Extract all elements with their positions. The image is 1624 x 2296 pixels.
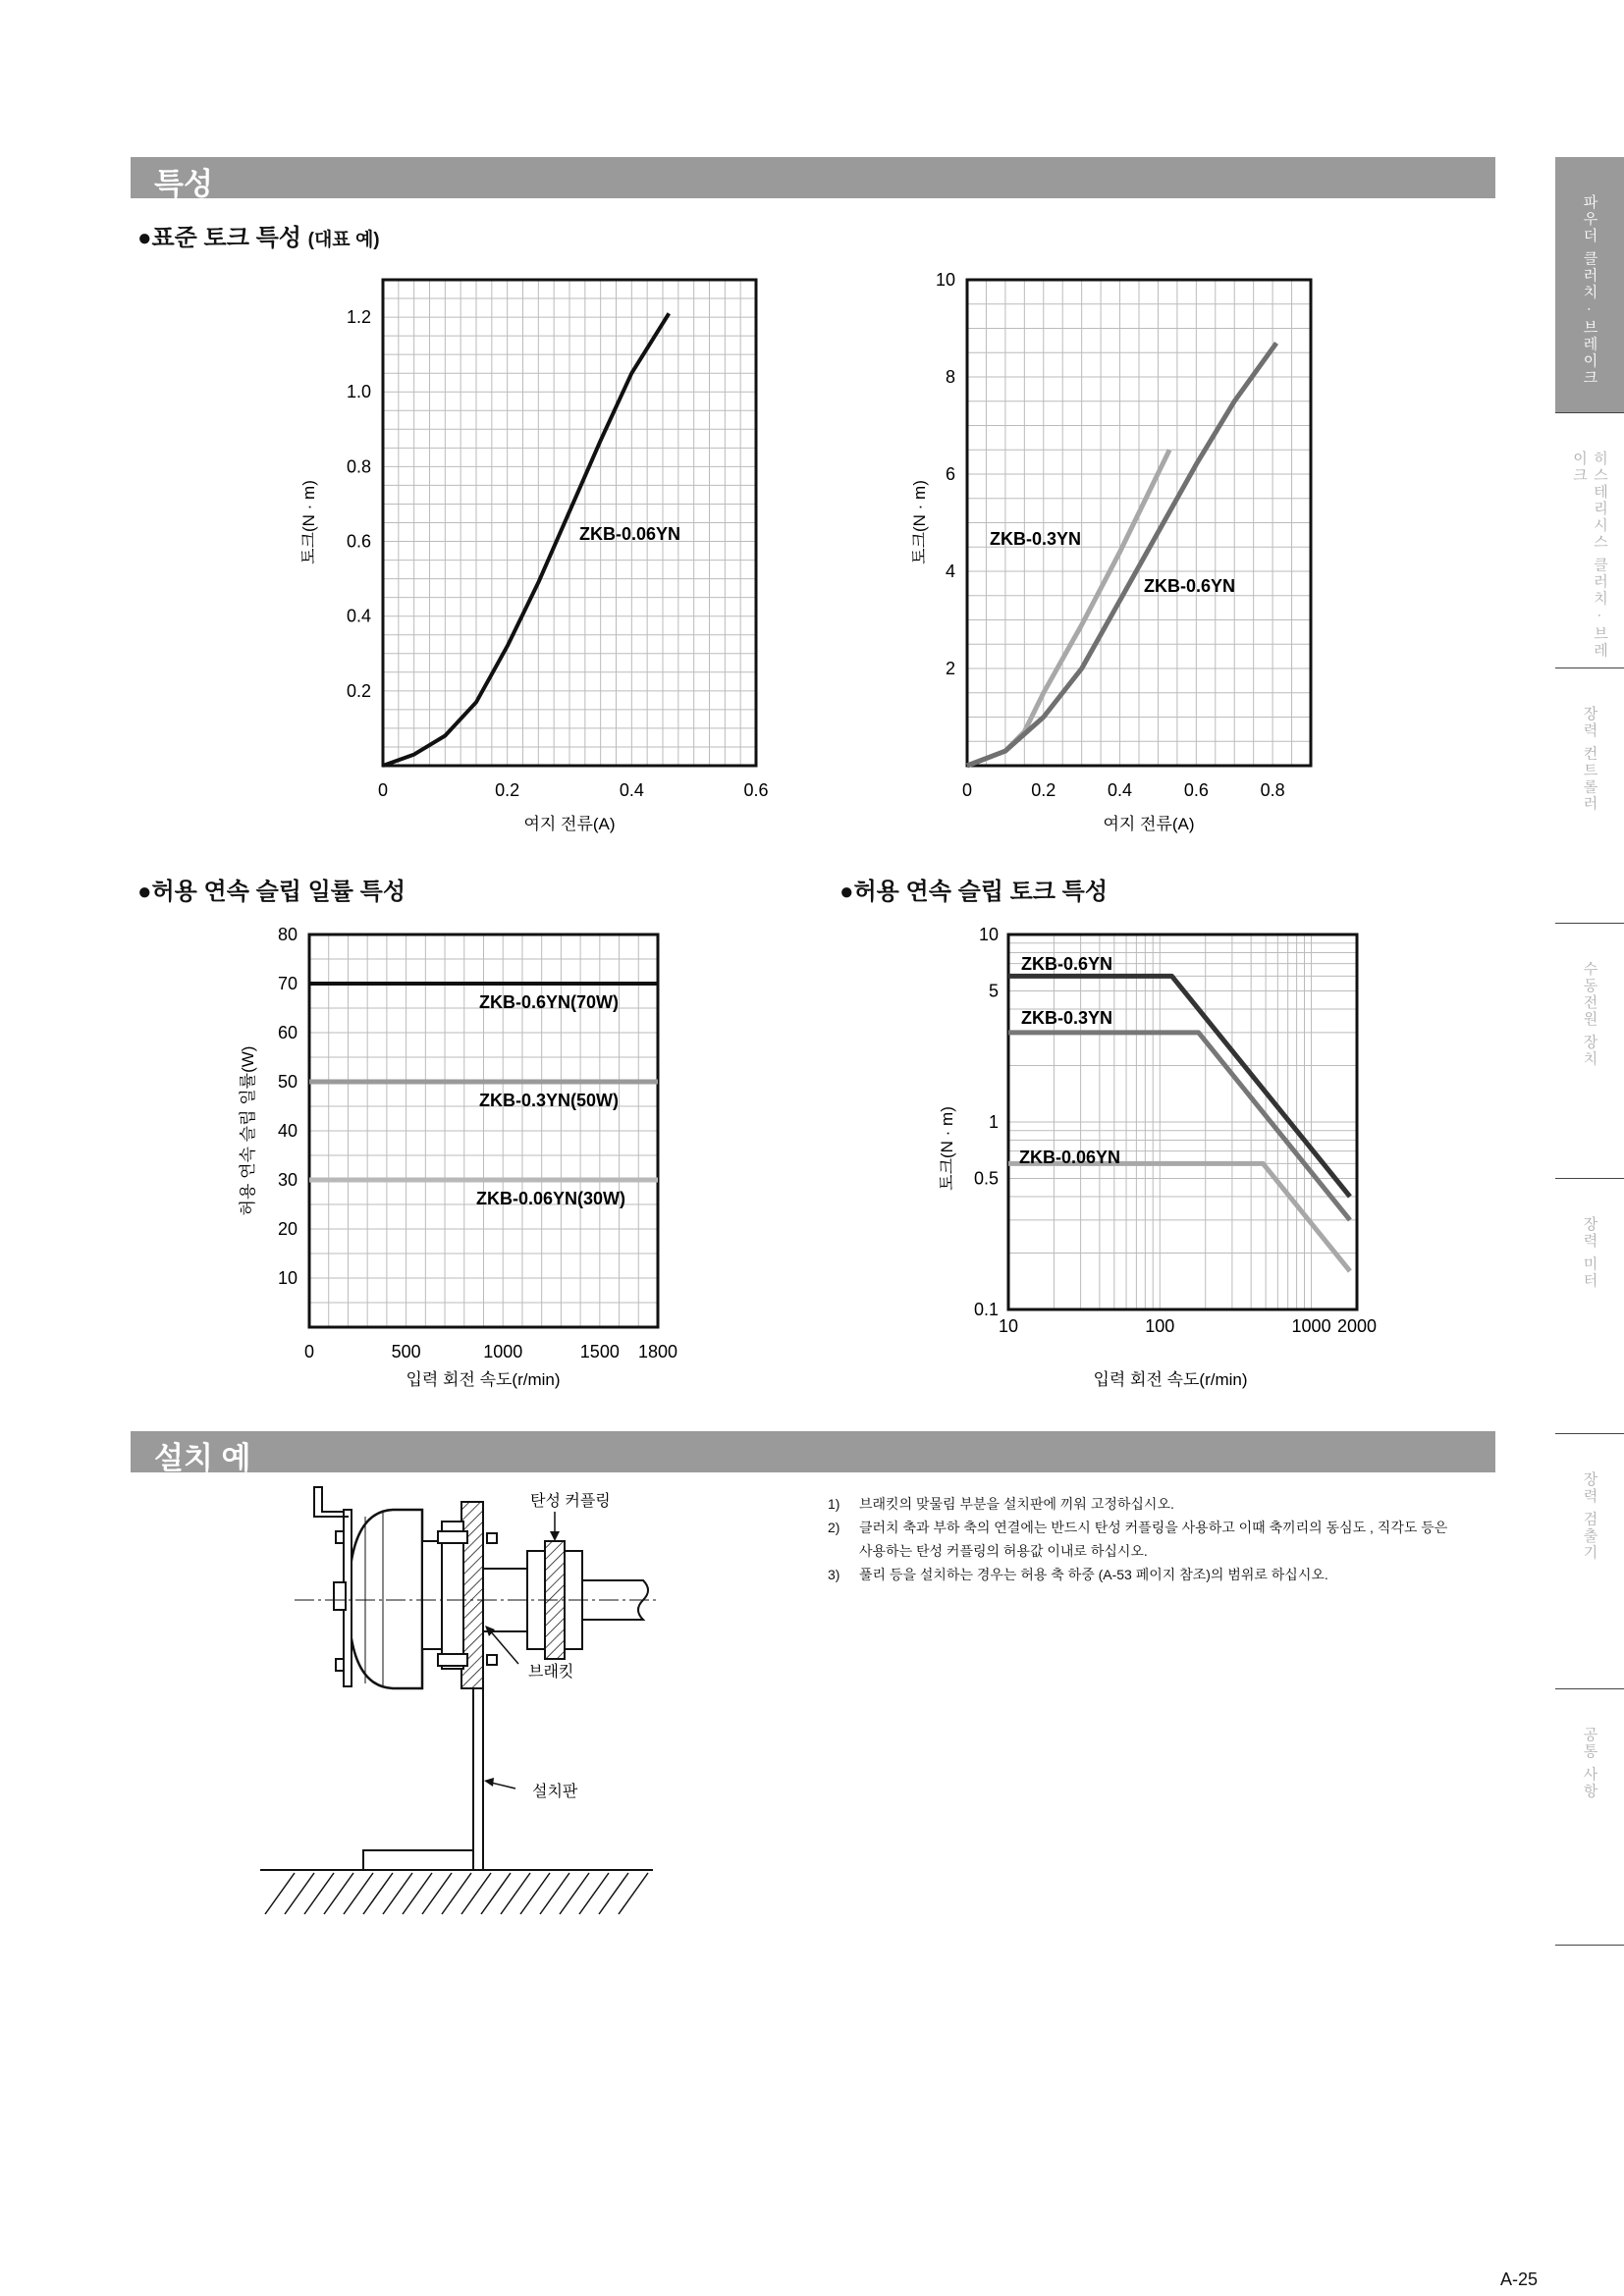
section-header-installation (131, 1431, 1495, 1475)
bullet-icon: ● (137, 879, 152, 905)
sidebar-tab-label: 공통 사항 (1581, 1727, 1598, 1800)
label-mounting-plate: 설치판 (532, 1784, 578, 1800)
x-tick-label: 1000 (483, 1342, 523, 1362)
y-tick-label: 50 (277, 1072, 298, 1092)
arrow-icon (550, 1531, 560, 1541)
x-tick-label: 1000 (1291, 1316, 1331, 1336)
sidebar-tab-common[interactable] (1555, 1688, 1624, 1946)
y-tick-label: 2 (945, 659, 955, 678)
x-tick-label: 10 (998, 1316, 1019, 1336)
subheading-text: 허용 연속 슬립 토크 특성 (853, 879, 1109, 905)
series-label-zkb-0.6yn: ZKB-0.6YN (1144, 576, 1236, 596)
series-label-zkb-0.06yn: ZKB-0.06YN (1019, 1148, 1121, 1167)
sidebar-tab-tension-controller[interactable] (1555, 667, 1624, 924)
x-tick-label: 0.4 (1108, 780, 1133, 800)
x-axis-label: 입력 회전 속도(r/min) (406, 1370, 561, 1389)
sidebar-tab-label: 파우더 클러치 · 브레이크 (1581, 194, 1598, 387)
y-tick-label: 8 (945, 367, 955, 387)
sidebar-tab-powder-clutch[interactable] (1555, 157, 1624, 412)
y-tick-label: 40 (277, 1121, 298, 1141)
x-tick-label: 0.6 (1183, 780, 1209, 800)
series-label-70w: ZKB-0.6YN(70W) (479, 992, 620, 1012)
y-tick-label: 10 (978, 925, 999, 944)
sidebar-tab-power-supply[interactable] (1555, 923, 1624, 1179)
x-tick-labels (999, 1316, 1377, 1336)
x-tick-label: 0.2 (495, 780, 520, 800)
series-label-30w: ZKB-0.06YN(30W) (476, 1189, 626, 1208)
note-item: 3) 풀리 등을 설치하는 경우는 허용 축 하중 (A-53 페이지 참조)의 범위로 하십시오. (828, 1567, 1328, 1582)
subheading-slip-torque (839, 872, 1108, 906)
y-axis-label: 허용 연속 슬립 일률(W) (239, 1045, 257, 1216)
series-line-zkb-0.6yn (967, 343, 1276, 766)
series-line-zkb-0.3yn (1008, 1033, 1350, 1220)
subheading-standard-torque (137, 218, 380, 252)
x-tick-label: 0.8 (1260, 780, 1285, 800)
subheading-text: 허용 연속 슬립 일률 특성 (151, 879, 406, 905)
y-tick-labels (936, 270, 955, 678)
y-tick-label: 1.0 (346, 382, 371, 402)
sidebar-tab-hysteresis[interactable] (1555, 412, 1624, 668)
y-axis-label: 토크(N · m) (299, 480, 318, 564)
series-label-50w: ZKB-0.3YN(50W) (479, 1091, 620, 1110)
page-number: A-25 (1500, 2269, 1539, 2289)
lead-wire (314, 1487, 349, 1517)
y-tick-label: 0.5 (973, 1168, 999, 1189)
subheading-slip-power (137, 872, 406, 906)
ground-hatch (265, 1873, 648, 1914)
series-label-zkb-0.06yn: ZKB-0.06YN (579, 524, 681, 544)
y-tick-labels (278, 925, 298, 1288)
chart-grid (967, 280, 1311, 766)
sidebar-tab-label: 장력 검출기 (1581, 1471, 1598, 1562)
subheading-suffix: (대표 예) (307, 230, 380, 250)
sidebar-tab-tension-meter[interactable] (1555, 1178, 1624, 1434)
x-tick-labels (304, 1342, 677, 1362)
y-tick-label: 0.1 (973, 1300, 999, 1319)
y-tick-label: 0.8 (346, 456, 371, 477)
x-tick-label: 0.2 (1031, 780, 1056, 800)
x-tick-label: 0 (961, 780, 973, 800)
y-tick-label: 1.2 (346, 307, 371, 328)
x-tick-label: 0 (377, 780, 389, 800)
y-tick-label: 20 (277, 1219, 298, 1239)
sidebar-tab-label: 수동전원 장치 (1581, 961, 1598, 1068)
series-line-zkb-0.06yn (1008, 1163, 1350, 1271)
bracket-bolt (438, 1531, 467, 1543)
arrow-icon (484, 1778, 494, 1787)
x-tick-label: 0 (303, 1342, 315, 1362)
bolt-head (334, 1582, 346, 1610)
bolt (336, 1659, 344, 1671)
y-axis-label: 토크(N · m) (938, 1106, 956, 1191)
x-axis-label: 여지 전류(A) (523, 815, 616, 833)
chart-slip-torque (923, 918, 1394, 1399)
x-axis-label: 입력 회전 속도(r/min) (1093, 1370, 1248, 1389)
series-label-zkb-0.3yn: ZKB-0.3YN (1021, 1008, 1113, 1028)
mounting-plate (473, 1688, 483, 1870)
x-tick-labels (378, 780, 769, 800)
section-title: 특성 (154, 167, 213, 201)
series-label-zkb-0.3yn: ZKB-0.3YN (990, 529, 1082, 549)
y-axis-label: 토크(N · m) (910, 480, 929, 564)
series-label-zkb-0.6yn: ZKB-0.6YN (1021, 954, 1113, 974)
y-tick-labels (974, 925, 999, 1319)
x-tick-label: 0.6 (743, 780, 769, 800)
bullet-icon: ● (839, 879, 854, 905)
sidebar-tab-label: 장력 컨트롤러 (1581, 706, 1598, 813)
label-elastic-coupling: 탄성 커플링 (530, 1493, 611, 1510)
y-tick-label: 70 (277, 974, 298, 993)
bracket-nut (487, 1533, 497, 1543)
y-tick-label: 4 (945, 561, 955, 581)
plate-base (363, 1850, 473, 1870)
x-tick-label: 500 (391, 1342, 421, 1362)
bolt (336, 1531, 344, 1543)
subheading-text: 표준 토크 특성 (151, 225, 301, 251)
note-item: 1) 브래킷의 맞물림 부분을 설치판에 끼워 고정하십시오. (828, 1496, 1174, 1512)
chart-grid (383, 280, 756, 766)
section-title: 설치 예 (154, 1441, 251, 1475)
bracket-nut (487, 1655, 497, 1665)
y-tick-label: 1 (988, 1112, 999, 1132)
x-axis-label: 여지 전류(A) (1103, 815, 1195, 833)
sidebar-tab-tension-detector[interactable] (1555, 1433, 1624, 1689)
x-tick-label: 0.4 (619, 780, 644, 800)
y-tick-label: 30 (277, 1170, 298, 1190)
y-tick-label: 60 (277, 1023, 298, 1042)
chart-slip-power (226, 918, 707, 1399)
section-header-characteristics (131, 157, 1495, 201)
x-tick-label: 2000 (1336, 1316, 1378, 1336)
clutch-body (349, 1510, 422, 1688)
x-tick-labels (962, 780, 1285, 800)
sidebar-tab-label: 장력 미터 (1581, 1216, 1598, 1290)
chart-torque-large (893, 265, 1345, 854)
installation-notes (828, 1492, 1447, 1586)
y-tick-label: 6 (945, 464, 955, 484)
bullet-icon: ● (137, 225, 152, 251)
y-tick-label: 5 (988, 981, 999, 1001)
y-tick-label: 10 (935, 270, 955, 290)
label-bracket: 브래킷 (528, 1664, 574, 1681)
y-tick-label: 0.2 (346, 680, 371, 701)
y-tick-label: 10 (277, 1268, 298, 1288)
x-tick-label: 1500 (579, 1342, 620, 1362)
note-item: 사용하는 탄성 커플링의 허용값 이내로 하십시오. (859, 1543, 1148, 1559)
sidebar-tab-label: 히스테리시스 클러치 · 브레이크 (1571, 451, 1608, 660)
y-tick-labels (347, 307, 371, 701)
note-item: 2) 클러치 축과 부하 축의 연결에는 반드시 탄성 커플링을 사용하고 이때 축끼리의 동심도 , 직각도 등은 (828, 1520, 1448, 1535)
x-tick-label: 1800 (637, 1342, 678, 1362)
y-tick-label: 0.6 (346, 531, 371, 552)
installation-diagram (255, 1482, 668, 1924)
chart-torque-small (285, 265, 795, 854)
y-tick-label: 80 (277, 925, 298, 944)
x-tick-label: 100 (1145, 1316, 1175, 1336)
y-tick-label: 0.4 (346, 606, 371, 626)
bracket-bolt (438, 1654, 467, 1666)
